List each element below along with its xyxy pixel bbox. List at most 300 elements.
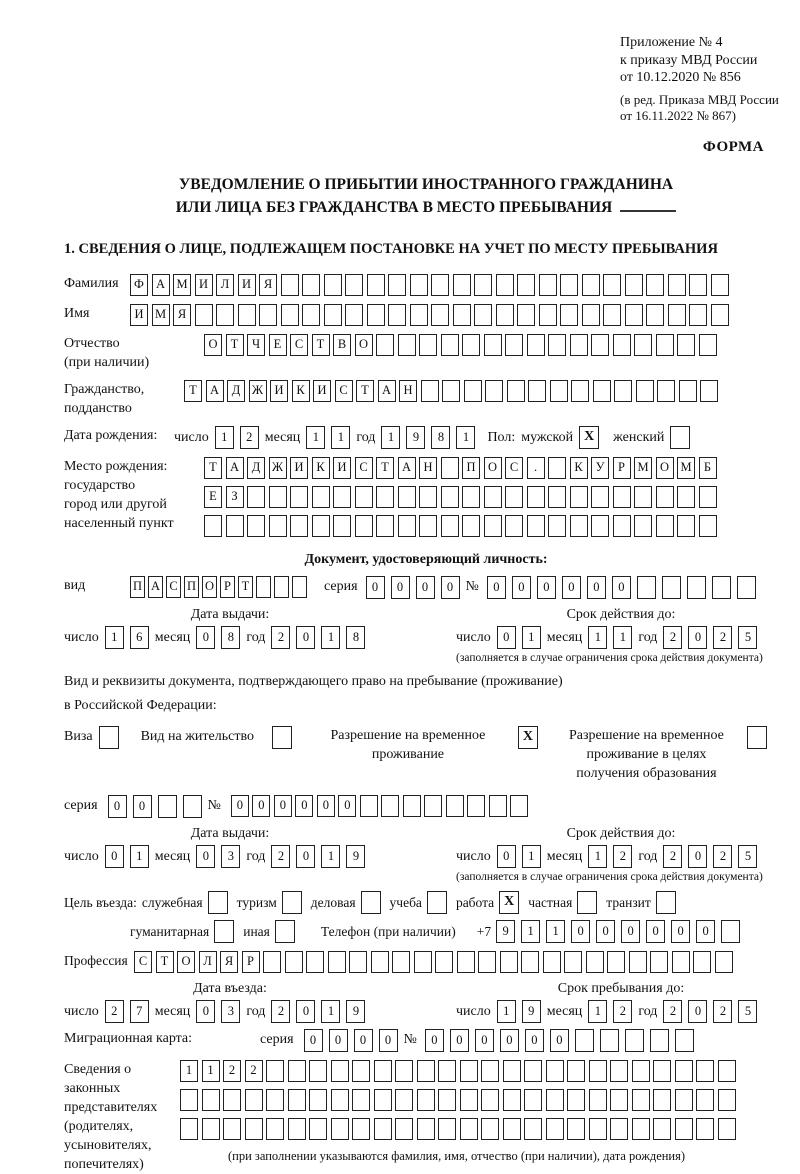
given-name-cell-1[interactable]: И [130, 304, 148, 326]
birthplace-cell-19[interactable] [591, 515, 609, 537]
given-name-cell-12[interactable] [367, 304, 385, 326]
id-number-cell-1[interactable]: 0 [487, 576, 506, 599]
profession-cell-17[interactable] [478, 951, 496, 973]
birthplace-cell-9[interactable] [376, 515, 394, 537]
given-name-cell-20[interactable] [539, 304, 557, 326]
guardians-cell-8[interactable] [331, 1060, 349, 1082]
res-number-cell-13[interactable] [489, 795, 507, 817]
birthplace-cell-7[interactable]: И [333, 457, 351, 479]
birthplace-cell-13[interactable] [462, 515, 480, 537]
birthplace-cell-16[interactable]: . [527, 457, 545, 479]
birthplace-cell-3[interactable]: Д [247, 457, 265, 479]
guardians-cell-22[interactable] [632, 1118, 650, 1140]
guardians-cell-20[interactable] [589, 1118, 607, 1140]
citizenship-cell-23[interactable] [657, 380, 675, 402]
guardians-cell-24[interactable] [675, 1060, 693, 1082]
profession-cell-11[interactable] [349, 951, 367, 973]
guardians-cell-15[interactable] [481, 1089, 499, 1111]
guardians-cell-11[interactable] [395, 1060, 413, 1082]
guardians-cell-8[interactable] [331, 1089, 349, 1111]
profession-cell-14[interactable] [414, 951, 432, 973]
birthplace-cell-22[interactable] [656, 486, 674, 508]
guardians-cell-23[interactable] [653, 1118, 671, 1140]
guardians-cell-20[interactable] [589, 1089, 607, 1111]
guardians-cell-4[interactable]: 2 [245, 1060, 263, 1082]
birthplace-cell-11[interactable] [419, 515, 437, 537]
guardians-cell-25[interactable] [696, 1118, 714, 1140]
profession-cell-19[interactable] [521, 951, 539, 973]
res-issue-year-cell-4[interactable]: 9 [346, 845, 365, 868]
surname-cell-10[interactable] [324, 274, 342, 296]
citizenship-cell-2[interactable]: А [206, 380, 224, 402]
birthplace-cell-22[interactable] [656, 515, 674, 537]
guardians-cell-26[interactable] [718, 1118, 736, 1140]
patronymic-cell-21[interactable] [634, 334, 652, 356]
given-name-cell-14[interactable] [410, 304, 428, 326]
mig-number-cell-7[interactable] [575, 1029, 594, 1052]
birth-month-cell-2[interactable]: 1 [331, 426, 350, 449]
patronymic-cell-23[interactable] [677, 334, 695, 356]
guardians-cell-12[interactable] [417, 1118, 435, 1140]
res-number-cell-7[interactable] [360, 795, 378, 817]
stay-month-cell-1[interactable]: 1 [588, 1000, 607, 1023]
guardians-cell-19[interactable] [567, 1060, 585, 1082]
birthplace-cell-21[interactable]: М [634, 457, 652, 479]
id-issue-year-cell-2[interactable]: 0 [296, 626, 315, 649]
profession-cell-27[interactable] [693, 951, 711, 973]
guardians-cell-12[interactable] [417, 1060, 435, 1082]
birthplace-cell-7[interactable] [333, 486, 351, 508]
phone-cell-7[interactable]: 0 [646, 920, 665, 943]
stay-month-cell-2[interactable]: 2 [613, 1000, 632, 1023]
mig-number-cell-11[interactable] [675, 1029, 694, 1052]
res-number-cell-9[interactable] [403, 795, 421, 817]
surname-cell-16[interactable] [453, 274, 471, 296]
birthplace-cell-14[interactable] [484, 486, 502, 508]
surname-cell-19[interactable] [517, 274, 535, 296]
birthplace-cell-16[interactable] [527, 486, 545, 508]
mig-series-cell-4[interactable]: 0 [379, 1029, 398, 1052]
res-valid-year-cell-1[interactable]: 2 [663, 845, 682, 868]
patronymic-cell-22[interactable] [656, 334, 674, 356]
surname-cell-15[interactable] [431, 274, 449, 296]
profession-cell-6[interactable]: Р [242, 951, 260, 973]
phone-cell-9[interactable]: 0 [696, 920, 715, 943]
birth-year-cell-4[interactable]: 1 [456, 426, 475, 449]
entry-year-cell-2[interactable]: 0 [296, 1000, 315, 1023]
patronymic-cell-15[interactable] [505, 334, 523, 356]
birthplace-cell-21[interactable] [634, 486, 652, 508]
profession-cell-2[interactable]: Т [156, 951, 174, 973]
stay-year-cell-3[interactable]: 2 [713, 1000, 732, 1023]
guardians-cell-5[interactable] [266, 1118, 284, 1140]
given-name-cell-8[interactable] [281, 304, 299, 326]
birthplace-cell-8[interactable] [355, 486, 373, 508]
patronymic-cell-4[interactable]: Е [269, 334, 287, 356]
birthplace-cell-18[interactable]: К [570, 457, 588, 479]
citizenship-cell-20[interactable] [593, 380, 611, 402]
res-issue-year-cell-3[interactable]: 1 [321, 845, 340, 868]
res-number-cell-8[interactable] [381, 795, 399, 817]
mig-number-cell-5[interactable]: 0 [525, 1029, 544, 1052]
citizenship-cell-3[interactable]: Д [227, 380, 245, 402]
given-name-cell-17[interactable] [474, 304, 492, 326]
citizenship-cell-6[interactable]: К [292, 380, 310, 402]
birthplace-cell-17[interactable] [548, 515, 566, 537]
given-name-cell-6[interactable] [238, 304, 256, 326]
res-number-cell-5[interactable]: 0 [317, 795, 335, 817]
guardians-cell-12[interactable] [417, 1089, 435, 1111]
patronymic-cell-19[interactable] [591, 334, 609, 356]
guardians-cell-21[interactable] [610, 1118, 628, 1140]
id-number-cell-8[interactable] [662, 576, 681, 599]
guardians-cell-8[interactable] [331, 1118, 349, 1140]
guardians-cell-6[interactable] [288, 1060, 306, 1082]
birthplace-cell-14[interactable] [484, 515, 502, 537]
id-valid-year-cell-2[interactable]: 0 [688, 626, 707, 649]
res-issue-year-cell-2[interactable]: 0 [296, 845, 315, 868]
mig-number-cell-1[interactable]: 0 [425, 1029, 444, 1052]
phone-cell-2[interactable]: 1 [521, 920, 540, 943]
mig-series-cell-1[interactable]: 0 [304, 1029, 323, 1052]
id-number-cell-6[interactable]: 0 [612, 576, 631, 599]
res-number-cell-4[interactable]: 0 [295, 795, 313, 817]
citizenship-cell-12[interactable] [421, 380, 439, 402]
citizenship-cell-8[interactable]: С [335, 380, 353, 402]
id-number-cell-3[interactable]: 0 [537, 576, 556, 599]
guardians-cell-24[interactable] [675, 1118, 693, 1140]
patronymic-cell-3[interactable]: Ч [247, 334, 265, 356]
birthplace-cell-24[interactable]: Б [699, 457, 717, 479]
mig-number-cell-2[interactable]: 0 [450, 1029, 469, 1052]
given-name-cell-25[interactable] [646, 304, 664, 326]
surname-cell-2[interactable]: А [152, 274, 170, 296]
patronymic-cell-12[interactable] [441, 334, 459, 356]
guardians-cell-17[interactable] [524, 1089, 542, 1111]
birthplace-cell-10[interactable] [398, 515, 416, 537]
sex-male-checkbox[interactable]: X [579, 426, 599, 449]
birthplace-cell-24[interactable] [699, 515, 717, 537]
birthplace-cell-6[interactable]: К [312, 457, 330, 479]
guardians-cell-24[interactable] [675, 1089, 693, 1111]
guardians-cell-14[interactable] [460, 1060, 478, 1082]
birthplace-cell-21[interactable] [634, 515, 652, 537]
surname-cell-11[interactable] [345, 274, 363, 296]
given-name-cell-23[interactable] [603, 304, 621, 326]
birthplace-cell-9[interactable] [376, 486, 394, 508]
temp-residence-checkbox[interactable]: X [518, 726, 538, 749]
temp-residence-edu-checkbox[interactable] [747, 726, 767, 749]
birthplace-cell-12[interactable] [441, 486, 459, 508]
citizenship-cell-15[interactable] [485, 380, 503, 402]
guardians-cell-21[interactable] [610, 1089, 628, 1111]
given-name-cell-16[interactable] [453, 304, 471, 326]
surname-cell-24[interactable] [625, 274, 643, 296]
birthplace-cell-24[interactable] [699, 486, 717, 508]
purpose-humanitarian-checkbox[interactable] [214, 920, 234, 943]
mig-number-cell-6[interactable]: 0 [550, 1029, 569, 1052]
birthplace-cell-12[interactable] [441, 457, 459, 479]
guardians-cell-14[interactable] [460, 1118, 478, 1140]
birthplace-cell-11[interactable]: Н [419, 457, 437, 479]
phone-cell-6[interactable]: 0 [621, 920, 640, 943]
given-name-cell-18[interactable] [496, 304, 514, 326]
guardians-cell-15[interactable] [481, 1118, 499, 1140]
doc-type-cell-9[interactable] [274, 576, 289, 598]
stay-day-cell-1[interactable]: 1 [497, 1000, 516, 1023]
guardians-cell-13[interactable] [438, 1060, 456, 1082]
res-series-cell-4[interactable] [183, 795, 202, 818]
id-issue-month-cell-2[interactable]: 8 [221, 626, 240, 649]
citizenship-cell-21[interactable] [614, 380, 632, 402]
citizenship-cell-17[interactable] [528, 380, 546, 402]
citizenship-cell-9[interactable]: Т [356, 380, 374, 402]
birth-year-cell-2[interactable]: 9 [406, 426, 425, 449]
surname-cell-21[interactable] [560, 274, 578, 296]
birthplace-cell-14[interactable]: О [484, 457, 502, 479]
birthplace-cell-20[interactable]: Р [613, 457, 631, 479]
surname-cell-8[interactable] [281, 274, 299, 296]
guardians-cell-22[interactable] [632, 1089, 650, 1111]
res-number-cell-10[interactable] [424, 795, 442, 817]
purpose-private-checkbox[interactable] [577, 891, 597, 914]
phone-cell-4[interactable]: 0 [571, 920, 590, 943]
entry-month-cell-2[interactable]: 3 [221, 1000, 240, 1023]
birthplace-cell-3[interactable] [247, 515, 265, 537]
patronymic-cell-7[interactable]: В [333, 334, 351, 356]
profession-cell-21[interactable] [564, 951, 582, 973]
phone-cell-8[interactable]: 0 [671, 920, 690, 943]
birthplace-cell-19[interactable] [591, 486, 609, 508]
surname-cell-28[interactable] [711, 274, 729, 296]
given-name-cell-4[interactable] [195, 304, 213, 326]
res-issue-month-cell-1[interactable]: 0 [196, 845, 215, 868]
purpose-study-checkbox[interactable] [427, 891, 447, 914]
given-name-cell-27[interactable] [689, 304, 707, 326]
given-name-cell-28[interactable] [711, 304, 729, 326]
res-issue-day-cell-1[interactable]: 0 [105, 845, 124, 868]
mig-number-cell-4[interactable]: 0 [500, 1029, 519, 1052]
birth-day-cell-2[interactable]: 2 [240, 426, 259, 449]
profession-cell-9[interactable] [306, 951, 324, 973]
mig-series-cell-2[interactable]: 0 [329, 1029, 348, 1052]
guardians-cell-21[interactable] [610, 1060, 628, 1082]
birthplace-cell-4[interactable]: Ж [269, 457, 287, 479]
given-name-cell-19[interactable] [517, 304, 535, 326]
surname-cell-27[interactable] [689, 274, 707, 296]
res-number-cell-12[interactable] [467, 795, 485, 817]
birthplace-cell-13[interactable]: П [462, 457, 480, 479]
citizenship-cell-22[interactable] [636, 380, 654, 402]
guardians-cell-23[interactable] [653, 1089, 671, 1111]
profession-cell-26[interactable] [672, 951, 690, 973]
birthplace-cell-1[interactable]: Т [204, 457, 222, 479]
mig-number-cell-10[interactable] [650, 1029, 669, 1052]
citizenship-cell-13[interactable] [442, 380, 460, 402]
patronymic-cell-10[interactable] [398, 334, 416, 356]
surname-cell-25[interactable] [646, 274, 664, 296]
birthplace-cell-19[interactable]: У [591, 457, 609, 479]
birthplace-cell-2[interactable]: А [226, 457, 244, 479]
birthplace-cell-7[interactable] [333, 515, 351, 537]
guardians-cell-10[interactable] [374, 1060, 392, 1082]
given-name-cell-3[interactable]: Я [173, 304, 191, 326]
surname-cell-14[interactable] [410, 274, 428, 296]
guardians-cell-7[interactable] [309, 1118, 327, 1140]
profession-cell-1[interactable]: С [134, 951, 152, 973]
profession-cell-8[interactable] [285, 951, 303, 973]
purpose-business-checkbox[interactable] [361, 891, 381, 914]
guardians-cell-15[interactable] [481, 1060, 499, 1082]
guardians-cell-14[interactable] [460, 1089, 478, 1111]
guardians-cell-23[interactable] [653, 1060, 671, 1082]
birthplace-cell-23[interactable] [677, 515, 695, 537]
guardians-cell-9[interactable] [352, 1060, 370, 1082]
given-name-cell-5[interactable] [216, 304, 234, 326]
res-series-cell-1[interactable]: 0 [108, 795, 127, 818]
id-issue-day-cell-1[interactable]: 1 [105, 626, 124, 649]
id-valid-day-cell-2[interactable]: 1 [522, 626, 541, 649]
profession-cell-7[interactable] [263, 951, 281, 973]
purpose-transit-checkbox[interactable] [656, 891, 676, 914]
id-valid-month-cell-2[interactable]: 1 [613, 626, 632, 649]
entry-year-cell-1[interactable]: 2 [271, 1000, 290, 1023]
guardians-cell-1[interactable] [180, 1089, 198, 1111]
guardians-cell-9[interactable] [352, 1089, 370, 1111]
id-issue-year-cell-4[interactable]: 8 [346, 626, 365, 649]
citizenship-cell-24[interactable] [679, 380, 697, 402]
surname-cell-1[interactable]: Ф [130, 274, 148, 296]
purpose-official-checkbox[interactable] [208, 891, 228, 914]
surname-cell-22[interactable] [582, 274, 600, 296]
res-number-cell-2[interactable]: 0 [252, 795, 270, 817]
birthplace-cell-5[interactable] [290, 515, 308, 537]
res-series-cell-2[interactable]: 0 [133, 795, 152, 818]
given-name-cell-26[interactable] [668, 304, 686, 326]
guardians-cell-22[interactable] [632, 1060, 650, 1082]
guardians-cell-7[interactable] [309, 1089, 327, 1111]
patronymic-cell-5[interactable]: С [290, 334, 308, 356]
id-series-cell-1[interactable]: 0 [366, 576, 385, 599]
res-valid-day-cell-2[interactable]: 1 [522, 845, 541, 868]
guardians-cell-2[interactable] [202, 1089, 220, 1111]
birthplace-cell-11[interactable] [419, 486, 437, 508]
guardians-cell-11[interactable] [395, 1089, 413, 1111]
surname-cell-18[interactable] [496, 274, 514, 296]
citizenship-cell-18[interactable] [550, 380, 568, 402]
profession-cell-25[interactable] [650, 951, 668, 973]
doc-type-cell-7[interactable]: Т [238, 576, 253, 598]
patronymic-cell-16[interactable] [527, 334, 545, 356]
birthplace-cell-20[interactable] [613, 515, 631, 537]
citizenship-cell-10[interactable]: А [378, 380, 396, 402]
profession-cell-23[interactable] [607, 951, 625, 973]
id-number-cell-5[interactable]: 0 [587, 576, 606, 599]
birthplace-cell-4[interactable] [269, 486, 287, 508]
res-valid-day-cell-1[interactable]: 0 [497, 845, 516, 868]
doc-type-cell-6[interactable]: Р [220, 576, 235, 598]
profession-cell-24[interactable] [629, 951, 647, 973]
doc-type-cell-10[interactable] [292, 576, 307, 598]
birthplace-cell-15[interactable] [505, 515, 523, 537]
residence-permit-checkbox[interactable] [272, 726, 292, 749]
sex-female-checkbox[interactable] [670, 426, 690, 449]
id-valid-year-cell-3[interactable]: 2 [713, 626, 732, 649]
entry-month-cell-1[interactable]: 0 [196, 1000, 215, 1023]
birthplace-cell-23[interactable]: М [677, 457, 695, 479]
doc-type-cell-4[interactable]: П [184, 576, 199, 598]
id-valid-year-cell-1[interactable]: 2 [663, 626, 682, 649]
birthplace-cell-3[interactable] [247, 486, 265, 508]
birthplace-cell-2[interactable]: З [226, 486, 244, 508]
id-valid-month-cell-1[interactable]: 1 [588, 626, 607, 649]
guardians-cell-2[interactable]: 1 [202, 1060, 220, 1082]
id-number-cell-4[interactable]: 0 [562, 576, 581, 599]
res-number-cell-1[interactable]: 0 [231, 795, 249, 817]
guardians-cell-9[interactable] [352, 1118, 370, 1140]
birthplace-cell-22[interactable]: О [656, 457, 674, 479]
patronymic-cell-24[interactable] [699, 334, 717, 356]
given-name-cell-21[interactable] [560, 304, 578, 326]
guardians-cell-17[interactable] [524, 1060, 542, 1082]
surname-cell-4[interactable]: И [195, 274, 213, 296]
phone-cell-3[interactable]: 1 [546, 920, 565, 943]
birthplace-cell-8[interactable]: С [355, 457, 373, 479]
guardians-cell-18[interactable] [546, 1089, 564, 1111]
given-name-cell-15[interactable] [431, 304, 449, 326]
citizenship-cell-11[interactable]: Н [399, 380, 417, 402]
given-name-cell-9[interactable] [302, 304, 320, 326]
guardians-cell-4[interactable] [245, 1118, 263, 1140]
id-valid-day-cell-1[interactable]: 0 [497, 626, 516, 649]
birthplace-cell-17[interactable] [548, 457, 566, 479]
guardians-cell-4[interactable] [245, 1089, 263, 1111]
stay-year-cell-1[interactable]: 2 [663, 1000, 682, 1023]
guardians-cell-1[interactable]: 1 [180, 1060, 198, 1082]
res-issue-year-cell-1[interactable]: 2 [271, 845, 290, 868]
surname-cell-26[interactable] [668, 274, 686, 296]
id-series-cell-2[interactable]: 0 [391, 576, 410, 599]
guardians-cell-5[interactable] [266, 1089, 284, 1111]
birthplace-cell-1[interactable]: Е [204, 486, 222, 508]
guardians-cell-7[interactable] [309, 1060, 327, 1082]
birthplace-cell-13[interactable] [462, 486, 480, 508]
guardians-cell-16[interactable] [503, 1060, 521, 1082]
given-name-cell-2[interactable]: М [152, 304, 170, 326]
profession-cell-5[interactable]: Я [220, 951, 238, 973]
surname-cell-23[interactable] [603, 274, 621, 296]
guardians-cell-18[interactable] [546, 1118, 564, 1140]
surname-cell-13[interactable] [388, 274, 406, 296]
citizenship-cell-4[interactable]: Ж [249, 380, 267, 402]
citizenship-cell-1[interactable]: Т [184, 380, 202, 402]
id-valid-year-cell-4[interactable]: 5 [738, 626, 757, 649]
citizenship-cell-16[interactable] [507, 380, 525, 402]
citizenship-cell-25[interactable] [700, 380, 718, 402]
guardians-cell-13[interactable] [438, 1118, 456, 1140]
res-number-cell-3[interactable]: 0 [274, 795, 292, 817]
doc-type-cell-3[interactable]: С [166, 576, 181, 598]
doc-type-cell-1[interactable]: П [130, 576, 145, 598]
given-name-cell-13[interactable] [388, 304, 406, 326]
phone-cell-10[interactable] [721, 920, 740, 943]
res-issue-month-cell-2[interactable]: 3 [221, 845, 240, 868]
id-issue-year-cell-3[interactable]: 1 [321, 626, 340, 649]
patronymic-cell-18[interactable] [570, 334, 588, 356]
guardians-cell-2[interactable] [202, 1118, 220, 1140]
guardians-cell-16[interactable] [503, 1118, 521, 1140]
id-number-cell-9[interactable] [687, 576, 706, 599]
